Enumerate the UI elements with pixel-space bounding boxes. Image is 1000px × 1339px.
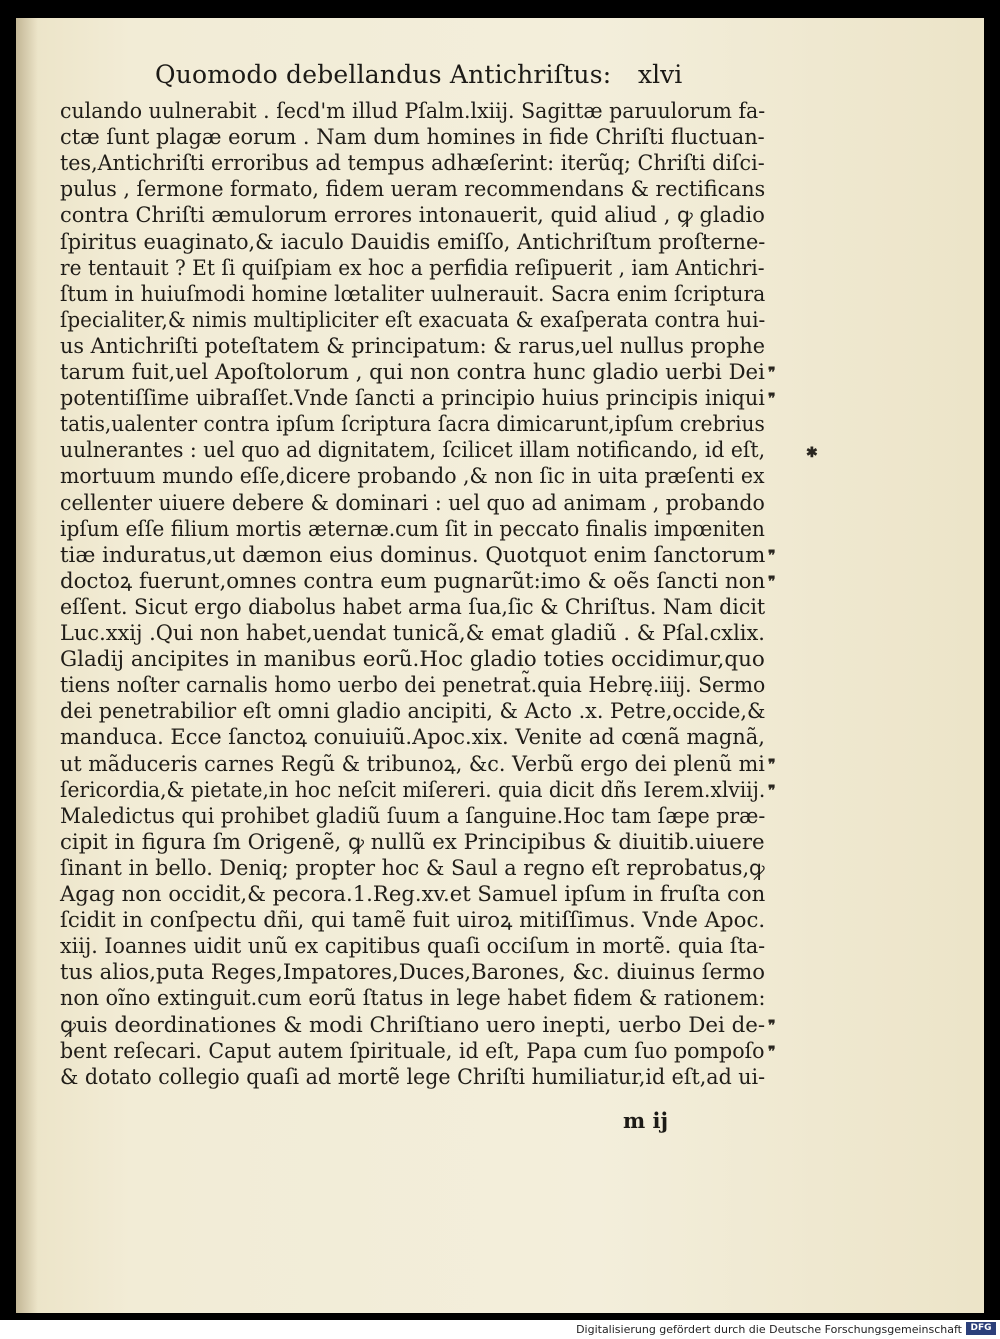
text-line: ſpiritus euaginato,& iaculo Dauidis emiſſo, Antichriſtum proſterne-	[60, 229, 766, 254]
text-line: bent reſecari. Caput autem ſpirituale, id eſt, Papa cum ſuo pompoſo	[60, 1038, 765, 1063]
text-line: doctoꝝ fuerunt,omnes contra eum pugnarũt:imo & oẽs ſancti non	[60, 568, 766, 593]
quote-mark-icon: ❞	[768, 1043, 776, 1060]
folio-number: xlvi	[638, 60, 683, 89]
text-line: potentiſſime uibraſſet.Vnde ſancti a principio huius principis iniqui	[60, 386, 765, 411]
text-line: pulus , ſermone formato, fidem ueram recommendans & rectificans	[60, 177, 766, 202]
text-line: ſinant in bello. Deniq; propter hoc & Saul a regno eſt reprobatus,ꝙ	[60, 855, 765, 880]
quote-mark-icon: ❞	[768, 365, 776, 381]
text-line: non oĩno extinguit.cum eorũ ſtatus in lege habet fidem & rationem:	[60, 986, 766, 1011]
text-line: ipſum eſſe filium mortis æternæ.cum ſit in peccato finalis impœniten	[60, 516, 765, 541]
text-line: tiens noſter carnalis homo uerbo dei penetrat̃.quia Hebrę.iiij. Sermo	[60, 673, 766, 698]
text-line: ſpecialiter,& nimis multipliciter eſt exacuata & exaſperata contra hui-	[60, 307, 766, 332]
text-line: Luc.xxij .Qui non habet,uendat tunicã,& emat gladiũ . & Pſal.cxlix.	[60, 621, 765, 645]
text-line: ſcidit in conſpectu dñi, qui tamẽ fuit uiroꝝ mitiſſimus. Vnde Apoc.	[60, 908, 766, 933]
text-line: ſtum in huiuſmodi homine lœtaliter uulnerauit. Sacra enim ſcriptura	[60, 281, 766, 306]
quote-mark-icon: ❞	[768, 782, 776, 799]
text-line: tes,Antichriſti erroribus ad tempus adhæſerint: iterũq; Chriſti diſci-	[60, 151, 765, 176]
text-line: eſſent. Sicut ergo diabolus habet arma ſua,ſic & Chriſtus. Nam dicit	[60, 594, 766, 619]
text-line: contra Chriſti æmulorum errores intonauerit, quid aliud , ꝙ gladio	[60, 203, 765, 228]
dfg-logo: DFG	[966, 1322, 996, 1335]
text-line: us Antichriſti poteſtatem & principatum: & rarus,uel nullus prophe	[60, 333, 766, 358]
text-line: mortuum mundo eſſe,dicere probando ,& non ſic in uita præſenti ex	[60, 464, 765, 489]
text-line: & dotato collegio quaſi ad mortẽ lege Chriſti humiliatur,id eſt,ad ui-	[60, 1064, 766, 1089]
running-title: Quomodo debellandus Antichriſtus:	[155, 60, 612, 89]
text-line: cipit in figura ſm Origenẽ, ꝙ nullũ ex Principibus & diuitib.uiuere	[60, 829, 765, 854]
text-line: cellenter uiuere debere & dominari : uel quo ad animam , probando	[60, 490, 765, 515]
quote-mark-icon: ❞	[768, 1017, 776, 1034]
text-line: tus alios,puta Reges,Impatores,Duces,Barones, &c. diuinus ſermo	[60, 960, 766, 985]
text-line: culando uulnerabit . ſecd'm illud Pſalm.lxiij. Sagittæ paruulorum fa-	[60, 99, 766, 123]
text-line: uulnerantes : uel quo ad dignitatem, ſcilicet illam notificando, id eſt,	[60, 438, 766, 463]
text-line: ctæ ſunt plagæ eorum . Nam dum homines in fide Chriſti fluctuan-	[60, 125, 765, 150]
text-line: Agag non occidit,& pecora.1.Reg.xv.et Samuel ipſum in fruſta con	[60, 882, 766, 906]
text-line: dei penetrabilior eſt omni gladio ancipiti, & Acto .x. Petre,occide,&	[60, 699, 766, 724]
text-line: Gladij ancipites in manibus eorũ.Hoc gladio toties occidimur,quo	[60, 647, 765, 672]
text-line: ut mãduceris carnes Regũ & tribunoꝝ, &c. Verbũ ergo dei plenũ mi	[60, 751, 765, 776]
text-line: tatis,ualenter contra ipſum ſcriptura ſacra dimicarunt,ipſum crebrius	[60, 412, 765, 437]
gutter-shadow	[16, 18, 38, 1313]
text-line: re tentauit ? Et ſi quiſpiam ex hoc a perfidia reſipuerit , iam Antichri-	[60, 255, 765, 280]
text-line: ſericordia,& pietate,in hoc neſcit miſereri. quia dicit dñs Ierem.xlviij.	[60, 777, 766, 802]
text-line: xiij. Ioannes uidit unũ ex capitibus quaſi occiſum in mortẽ. quia ſta-	[60, 934, 766, 959]
quote-mark-icon: ❞	[768, 391, 776, 408]
text-line: tiæ induratus,ut dæmon eius dominus. Quotquot enim ſanctorum	[60, 542, 766, 567]
quote-mark-icon: ❞	[768, 756, 776, 773]
text-line: Maledictus qui prohibet gladiũ ſuum a ſanguine.Hoc tam ſæpe præ-	[60, 803, 766, 828]
text-line: tarum fuit,uel Apoſtolorum , qui non contra hunc gladio uerbi Dei	[60, 360, 765, 384]
text-line: ꝙuis deordinationes & modi Chriſtiano uero inepti, uerbo Dei de-	[60, 1012, 766, 1037]
digitization-credit: Digitalisierung gefördert durch die Deutsche Forschungsgemeinschaft	[576, 1323, 962, 1336]
asterisk-icon: ✱	[806, 445, 818, 461]
text-line: manduca. Ecce ſanctoꝝ conuiuiũ.Apoc.xix. Venite ad cœnã magnã,	[60, 725, 765, 750]
running-head	[155, 60, 695, 94]
signature-mark: m ij	[623, 1108, 669, 1133]
quote-mark-icon: ❞	[768, 547, 776, 564]
quote-mark-icon: ❞	[768, 573, 776, 590]
